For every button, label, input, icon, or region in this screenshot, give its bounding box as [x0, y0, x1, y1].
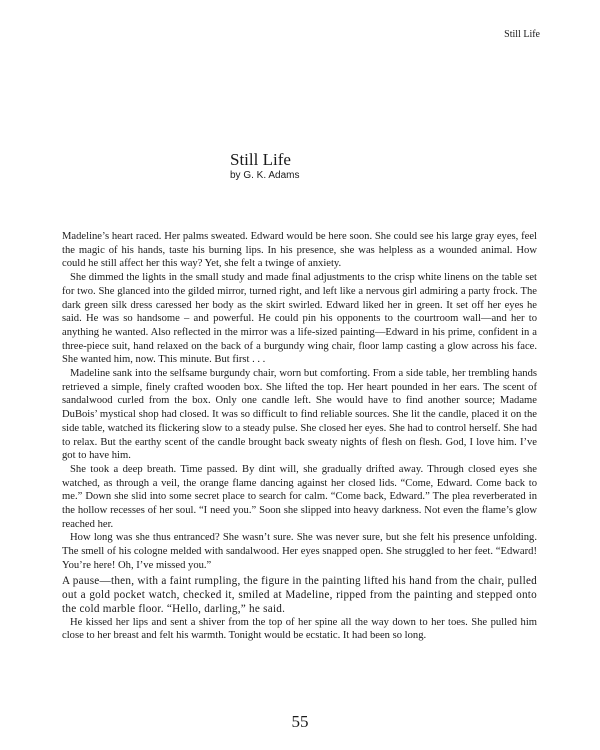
paragraph: Madeline’s heart raced. Her palms sweated. Edward would be here soon. She could see his large gray eyes, feel the magic of his hands, taste his burning lips. In his presence, she was helpless as a wounded animal. How could he still affect her this way? Yet, she felt a twinge of anxiety.: [62, 231, 537, 270]
byline: by G. K. Adams: [230, 170, 300, 181]
paragraph: She took a deep breath. Time passed. By dint will, she gradually drifted away. Through closed eyes she watched, as through a veil, the orange flame dancing against her closed lids. “Come, Edward. Come back to me.” Down she slid into some secret place to search for calm. “Come back, Edward.” The plea reverberated in the hollow recesses of her soul. “I need you.” Soon she slipped into heavy darkness. Not even the flame’s glow reached her.: [62, 463, 537, 530]
story-body: [62, 230, 537, 643]
paragraph: She dimmed the lights in the small study and made final adjustments to the crisp white linens on the table set for two. She glanced into the gilded mirror, turned right, and left like a nervous girl admiring a party frock. The dark green silk dress caressed her body as the skirt swirled. Edward liked her in green. It set off her eyes he said. He was so handsome – and powerful. He could pin his opponents to the courtroom wall—and her to anything he wanted. Also reflected in the mirror was a life-sized painting—Edward in his prime, confident in a three-piece suit, hand relaxed on the back of a burgundy wing chair, floor lamp casting a glow across his face. She wanted him, now. This minute. But first . . .: [62, 272, 537, 366]
story-title: Still Life: [230, 150, 291, 169]
paragraph: A pause—then, with a faint rumpling, the figure in the painting lifted his hand from the chair, pulled out a gold pocket watch, checked it, smiled at Madeline, ripped from the painting and stepped onto the cold marble floor. “Hello, darling,” he said.: [62, 574, 537, 615]
paragraph: He kissed her lips and sent a shiver from the top of her spine all the way down to her toes. She pulled him close to her breast and felt his warmth. Tonight would be ecstatic. It had been so long.: [62, 616, 537, 642]
paragraph: How long was she thus entranced? She wasn’t sure. She was never sure, but she felt his presence unfolding. The smell of his cologne melded with sandalwood. Her eyes snapped open. She struggled to her feet. “Edward! You’re here! Oh, I’ve missed you.”: [62, 532, 537, 571]
page-number: 55: [291, 712, 309, 731]
running-head: Still Life: [504, 29, 540, 40]
title-block: [230, 150, 299, 182]
paragraph: Madeline sank into the selfsame burgundy chair, worn but comforting. From a side table, her trembling hands retrieved a simple, finely crafted wooden box. She lifted the top. Her heart pounded in her ears. The scent of sandalwood curled from the box. Only one candle left. She would have to find another source; Madame DuBois’ mystical shop had closed. It was so difficult to find reliable sources. She lit the candle, placed it on the side table, watched its flickering slow to a steady pulse. She closed her eyes. She had to control herself. She had to relax. But the earthy scent of the candle brought back sweaty nights of flesh on flesh. God, I love him. I’ve got to have him.: [62, 368, 537, 462]
